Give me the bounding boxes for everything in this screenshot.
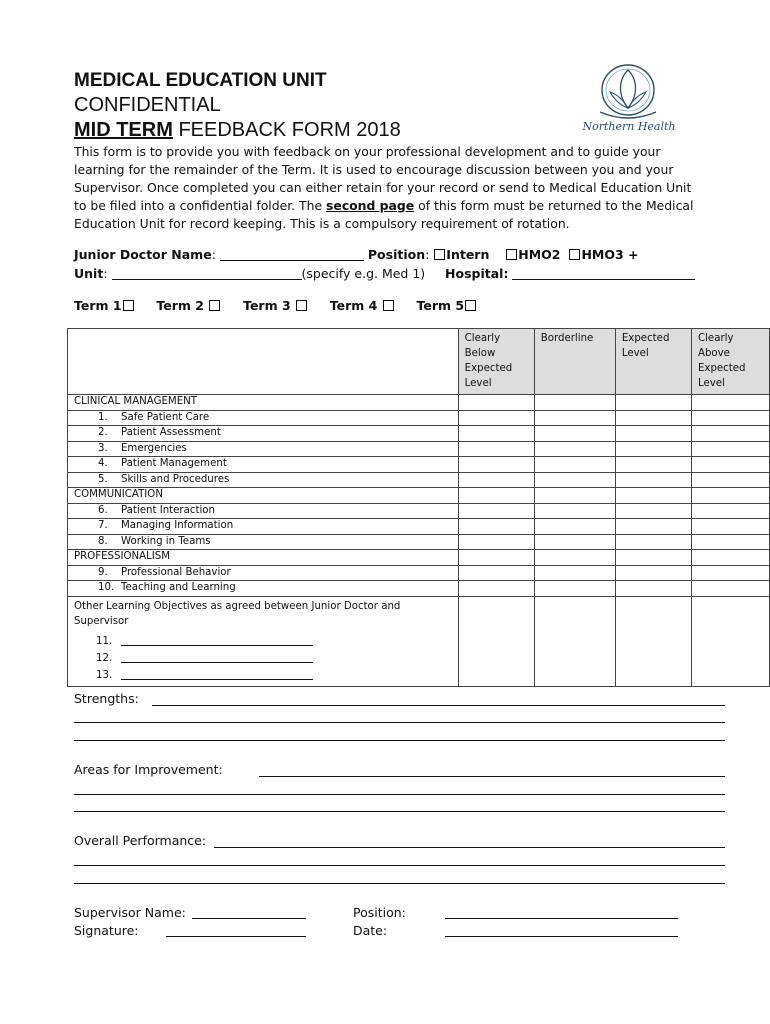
term-4-label: Term 4 (329, 298, 378, 313)
item-text: Emergencies (121, 442, 187, 454)
competency-label (68, 519, 459, 535)
overall-label: Overall Performance: (74, 833, 207, 848)
row-8-rating-cell-1[interactable] (458, 519, 534, 535)
supervisor-name-field[interactable] (192, 918, 306, 919)
item-number: 5. (98, 473, 108, 485)
col-clearly-above: Clearly Above Expected Level (691, 329, 769, 395)
northern-health-logo (570, 62, 688, 140)
unit-hint: (specify e.g. Med 1) (301, 266, 426, 281)
row-11-rating-cell-3[interactable] (615, 565, 691, 581)
competency-label (68, 441, 459, 457)
intro-text-end: of this form must be returned to the Medical Education Unit for record keeping. This is a compulsory requirement of rotation. (74, 198, 694, 231)
row-3-rating-cell-3[interactable] (615, 441, 691, 457)
row-5-rating-cell-2[interactable] (534, 472, 615, 488)
item-text: Working in Teams (121, 535, 211, 547)
confidential-label: CONFIDENTIAL (74, 94, 221, 116)
table-row (68, 519, 770, 535)
supervisor-name-label: Supervisor Name: (74, 905, 186, 920)
item-number: 8. (98, 535, 108, 547)
row-7-rating-cell-2[interactable] (534, 503, 615, 519)
strengths-line-1[interactable] (152, 705, 725, 706)
row-10-rating-cell-3[interactable] (615, 550, 691, 566)
row-2-rating-cell-3[interactable] (615, 426, 691, 442)
row-9-rating-cell-1[interactable] (458, 534, 534, 550)
item-number: 3. (98, 442, 108, 454)
overall-line-1[interactable] (214, 847, 725, 848)
strengths-label: Strengths: (74, 691, 139, 706)
strengths-line-3[interactable] (74, 740, 725, 741)
objective-number: 13. (96, 669, 113, 681)
unit-info-row: Unit: (specify e.g. Med 1) Hospital: (74, 266, 695, 281)
intern-label: Intern (446, 247, 490, 262)
row-11-rating-cell-2[interactable] (534, 565, 615, 581)
category-label: CLINICAL MANAGEMENT (68, 395, 459, 411)
row-3-rating-cell-1[interactable] (458, 441, 534, 457)
row-12-rating-cell-1[interactable] (458, 581, 534, 597)
row-8-rating-cell-2[interactable] (534, 519, 615, 535)
item-number: 4. (98, 458, 108, 469)
hmo2-label: HMO2 (518, 247, 561, 262)
term-1-label: Term 1 (74, 298, 122, 313)
form-title-emphasis: MID TERM (74, 119, 173, 141)
row-4-rating-cell-3[interactable] (615, 457, 691, 473)
row-8-rating-cell-3[interactable] (615, 519, 691, 535)
term-1-checkbox[interactable] (123, 300, 134, 311)
intro-text-start: This form is to provide you with feedback on your professional development and to guide your learning for the remainder of the Term. It is used to encourage discussion between you and your Supervisor. Once completed you can either retain for your record or send to Medical Education Unit to be filed into a confidential folder. The (74, 144, 692, 213)
objective-entry (96, 633, 452, 650)
competency-label (68, 503, 459, 519)
row-6-rating-cell-2[interactable] (534, 488, 615, 504)
row-9-rating-cell-3[interactable] (615, 534, 691, 550)
objective-entry (96, 667, 452, 684)
row-3-rating-cell-2[interactable] (534, 441, 615, 457)
item-text: Safe Patient Care (121, 411, 210, 423)
term-2-checkbox[interactable] (209, 300, 220, 311)
unit-title: MEDICAL EDUCATION UNIT (74, 70, 327, 91)
row-8-rating-cell-4[interactable] (691, 519, 769, 535)
competency-label (68, 581, 459, 597)
competency-label (68, 565, 459, 581)
competency-label (68, 457, 459, 473)
other-objectives-text: Other Learning Objectives as agreed between Junior Doctor and Supervisor (74, 600, 401, 627)
row-2-rating-cell-1[interactable] (458, 426, 534, 442)
category-row (68, 395, 770, 411)
row-11-rating-cell-1[interactable] (458, 565, 534, 581)
term-5-label: Term 5 (416, 298, 465, 313)
row-1-rating-cell-4[interactable] (691, 410, 769, 426)
item-text: Skills and Procedures (121, 473, 230, 485)
item-number: 7. (98, 520, 108, 531)
table-row (68, 472, 770, 488)
competency-label (68, 426, 459, 442)
row-0-rating-cell-3[interactable] (615, 395, 691, 411)
item-number: 2. (98, 427, 108, 438)
position-signoff-label: Position: (353, 905, 406, 920)
item-number: 9. (98, 566, 108, 578)
position-label: Position (367, 247, 426, 262)
item-text: Patient Interaction (121, 504, 215, 516)
hospital-label: Hospital: (445, 266, 509, 281)
row-7-rating-cell-1[interactable] (458, 503, 534, 519)
row-10-rating-cell-4[interactable] (691, 550, 769, 566)
overall-line-3[interactable] (74, 883, 725, 884)
junior-doctor-label: Junior Doctor Name (74, 247, 212, 262)
item-number: 1. (98, 411, 108, 423)
overall-line-2[interactable] (74, 865, 725, 866)
row-7-rating-cell-3[interactable] (615, 503, 691, 519)
row-10-rating-cell-2[interactable] (534, 550, 615, 566)
row-5-rating-cell-4[interactable] (691, 472, 769, 488)
row-12-rating-cell-4[interactable] (691, 581, 769, 597)
hmo3-checkbox[interactable] (569, 249, 580, 260)
objective-input-line[interactable] (121, 633, 313, 646)
areas-line-3[interactable] (74, 811, 725, 812)
areas-line-2[interactable] (74, 794, 725, 795)
item-text: Professional Behavior (121, 566, 231, 578)
hmo3-label: HMO3 + (581, 247, 639, 262)
row-7-rating-cell-4[interactable] (691, 503, 769, 519)
table-row (68, 410, 770, 426)
col-borderline: Borderline (534, 329, 615, 395)
col-clearly-below: Clearly Below Expected Level (458, 329, 534, 395)
date-field[interactable] (445, 936, 678, 937)
category-row (68, 488, 770, 504)
junior-doctor-name-field[interactable] (220, 248, 364, 261)
row-1-rating-cell-3[interactable] (615, 410, 691, 426)
strengths-line-2[interactable] (74, 722, 725, 723)
assessment-table (67, 328, 770, 687)
row-5-rating-cell-1[interactable] (458, 472, 534, 488)
intro-emphasis: second page (326, 198, 415, 213)
other-objectives-cell (68, 596, 459, 686)
other-rating-cell-1[interactable] (458, 596, 534, 686)
objective-input-line[interactable] (121, 667, 313, 680)
row-12-rating-cell-3[interactable] (615, 581, 691, 597)
objective-input-line[interactable] (121, 650, 313, 663)
term-3-checkbox[interactable] (296, 300, 307, 311)
doctor-info-row: Junior Doctor Name: Position: Intern HMO2 HMO3 + (74, 247, 639, 262)
header-blank-cell (68, 329, 459, 395)
row-0-rating-cell-1[interactable] (458, 395, 534, 411)
row-4-rating-cell-4[interactable] (691, 457, 769, 473)
item-number: 10. (98, 582, 115, 593)
date-label: Date: (353, 923, 388, 938)
row-4-rating-cell-2[interactable] (534, 457, 615, 473)
table-row (68, 534, 770, 550)
table-row (68, 581, 770, 597)
logo-wordmark: Northern Health (582, 120, 676, 133)
lotus-logo-icon (570, 62, 688, 120)
objective-number: 11. (96, 635, 113, 647)
row-0-rating-cell-4[interactable] (691, 395, 769, 411)
table-row (68, 441, 770, 457)
term-2-label: Term 2 (156, 298, 204, 313)
table-row (68, 503, 770, 519)
category-label: PROFESSIONALISM (68, 550, 459, 566)
category-label: COMMUNICATION (68, 488, 459, 504)
other-objectives-row (68, 596, 770, 686)
row-2-rating-cell-4[interactable] (691, 426, 769, 442)
row-6-rating-cell-3[interactable] (615, 488, 691, 504)
row-4-rating-cell-1[interactable] (458, 457, 534, 473)
row-9-rating-cell-2[interactable] (534, 534, 615, 550)
term-4-checkbox[interactable] (383, 300, 394, 311)
item-number: 6. (98, 504, 108, 516)
row-3-rating-cell-4[interactable] (691, 441, 769, 457)
unit-label: Unit (74, 266, 104, 281)
row-12-rating-cell-2[interactable] (534, 581, 615, 597)
item-text: Managing Information (121, 520, 234, 531)
other-rating-cell-3[interactable] (615, 596, 691, 686)
item-text: Patient Assessment (121, 427, 221, 438)
intern-checkbox[interactable] (434, 249, 445, 260)
row-9-rating-cell-4[interactable] (691, 534, 769, 550)
signature-field[interactable] (166, 936, 306, 937)
row-10-rating-cell-1[interactable] (458, 550, 534, 566)
table-header-row (68, 329, 770, 395)
other-rating-cell-2[interactable] (534, 596, 615, 686)
term-5-checkbox[interactable] (465, 300, 476, 311)
competency-label (68, 534, 459, 550)
term-3-label: Term 3 (243, 298, 291, 313)
unit-field[interactable] (112, 267, 302, 280)
row-5-rating-cell-3[interactable] (615, 472, 691, 488)
table-row (68, 426, 770, 442)
row-2-rating-cell-2[interactable] (534, 426, 615, 442)
hospital-field[interactable] (512, 267, 695, 280)
table-row (68, 457, 770, 473)
row-1-rating-cell-2[interactable] (534, 410, 615, 426)
form-title-rest: FEEDBACK FORM 2018 (172, 119, 401, 141)
col-expected: Expected Level (615, 329, 691, 395)
signature-label: Signature: (74, 923, 139, 938)
areas-label: Areas for Improvement: (74, 762, 223, 777)
competency-label (68, 410, 459, 426)
item-text: Teaching and Learning (121, 582, 236, 593)
position-signoff-field[interactable] (445, 918, 678, 919)
form-title (74, 119, 401, 142)
row-11-rating-cell-4[interactable] (691, 565, 769, 581)
row-0-rating-cell-2[interactable] (534, 395, 615, 411)
item-text: Patient Management (121, 458, 227, 469)
intro-paragraph (74, 143, 704, 233)
row-1-rating-cell-1[interactable] (458, 410, 534, 426)
row-6-rating-cell-4[interactable] (691, 488, 769, 504)
row-6-rating-cell-1[interactable] (458, 488, 534, 504)
table-row (68, 565, 770, 581)
hmo2-checkbox[interactable] (506, 249, 517, 260)
competency-label (68, 472, 459, 488)
objective-entry (96, 650, 452, 667)
category-row (68, 550, 770, 566)
term-selector (74, 298, 477, 313)
other-rating-cell-4[interactable] (691, 596, 769, 686)
objective-number: 12. (96, 652, 113, 664)
areas-line-1[interactable] (259, 776, 725, 777)
